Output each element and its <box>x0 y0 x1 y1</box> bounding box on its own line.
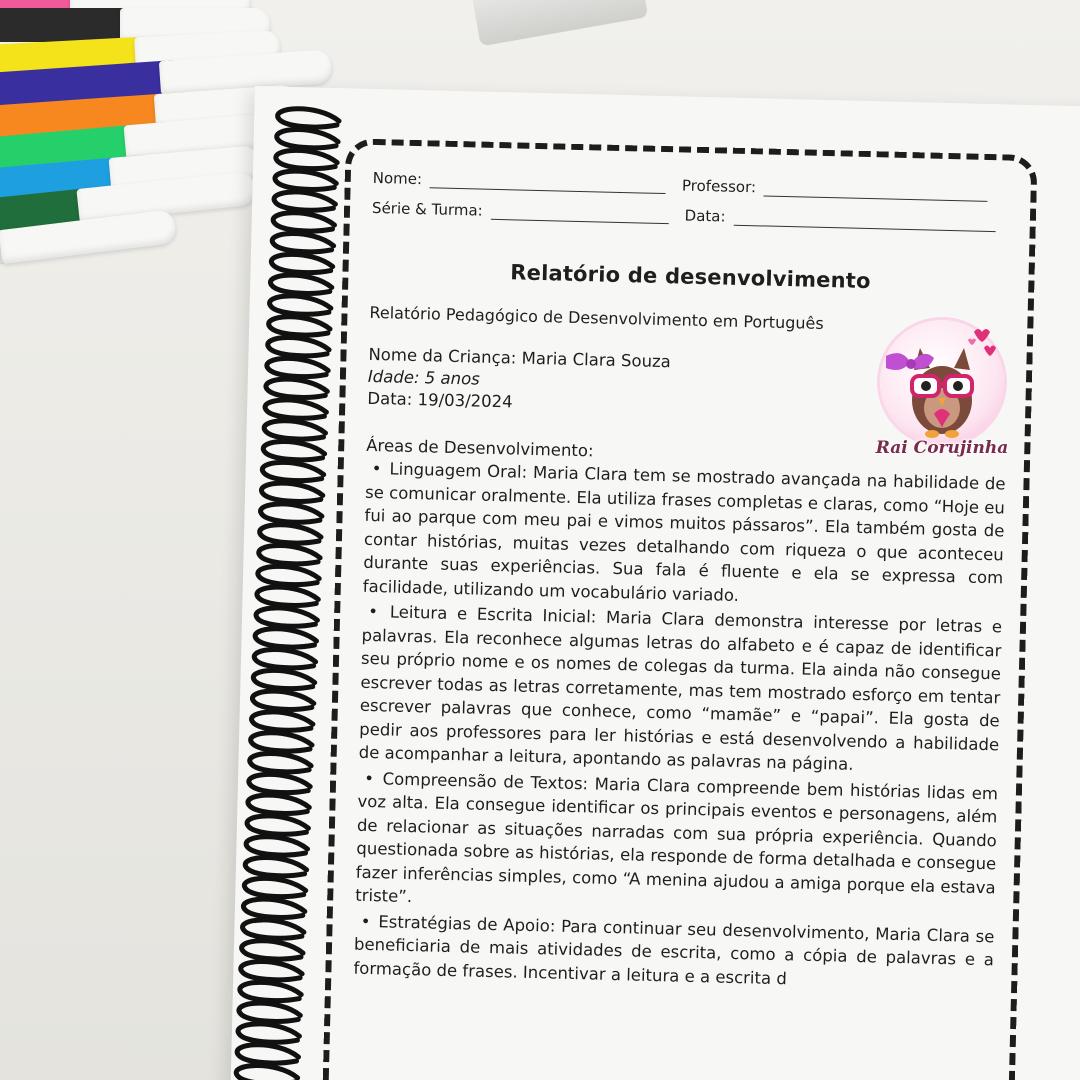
section-comprehension <box>355 766 998 923</box>
spiral-coil <box>247 816 308 834</box>
name-label: Nome: <box>372 168 423 189</box>
spiral-coil <box>244 878 305 896</box>
areas-heading: Áreas de Desenvolvimento: <box>366 435 594 461</box>
class-label: Série & Turma: <box>371 198 483 220</box>
spiral-coil <box>278 109 339 127</box>
worksheet-content <box>353 157 1013 995</box>
date-line <box>733 209 995 232</box>
teacher-label: Professor: <box>681 176 757 197</box>
spiral-coil <box>258 566 319 584</box>
spiral-coil <box>243 920 304 938</box>
spiral-coil <box>263 442 324 460</box>
worksheet-title: Relatório de desenvolvimento <box>510 260 871 294</box>
spiral-coil <box>253 670 314 688</box>
spiral-coil <box>252 691 313 709</box>
bullet: • <box>360 911 371 931</box>
spiral-coil <box>257 587 318 605</box>
spiral-coil <box>259 546 320 564</box>
spiral-coil <box>242 941 303 959</box>
spiral-coil <box>269 317 330 335</box>
spiral-coil <box>264 421 325 439</box>
spiral-coil <box>277 130 338 148</box>
spiral-coil <box>268 338 329 356</box>
spiral-binding <box>215 95 365 1080</box>
spiral-coil <box>272 234 333 252</box>
spiral-coil <box>254 650 315 668</box>
spiral-coil <box>261 483 322 501</box>
spiral-coil <box>255 629 316 647</box>
section-text: Compreensão de Textos: Maria Clara compreende bem histórias lidas em voz alta. Ela consegue identificar os principais eventos e personagens, além de relacionar as situações narradas com sua própria experiência. Quando questionada sobre as histórias, ela responde de forma detalhada e consegue fazer inferências simples, como “A menina ajudou a amiga porque ela estava triste”. <box>355 768 999 907</box>
report-date: Data: 19/03/2024 <box>367 388 513 412</box>
spiral-coil <box>265 400 326 418</box>
date-label: Data: <box>684 206 726 226</box>
spiral-coil <box>274 192 335 210</box>
spiral-coil <box>270 275 331 293</box>
section-reading-writing <box>358 600 1002 780</box>
bullet: • <box>368 601 379 622</box>
bullet: • <box>364 768 375 788</box>
spiral-coil <box>267 358 328 376</box>
spiral-coil <box>249 774 310 792</box>
class-line <box>491 203 669 224</box>
spiral-coil <box>240 982 301 1000</box>
spiral-coil <box>261 504 322 522</box>
spiral-coil <box>248 795 309 813</box>
spiral-coil <box>266 379 327 397</box>
owl-icon <box>872 318 1012 448</box>
spiral-coil <box>238 1024 299 1042</box>
spiral-coil <box>262 462 323 480</box>
spiral-coil <box>252 712 313 730</box>
spiral-coil <box>245 858 306 876</box>
worksheet-subtitle: Relatório Pedagógico de Desenvolvimento em Português <box>369 302 824 333</box>
spiral-coil <box>243 899 304 917</box>
spiral-coil <box>250 754 311 772</box>
logo-name: Rai Corujinha <box>875 438 1009 458</box>
section-text: Estratégias de Apoio: Para continuar seu desenvolvimento, Maria Clara se beneficiaria de mais atividades de escrita, como a cópia de palavras e a formação de frases. Incentivar a leitura e a escrita d <box>353 911 995 988</box>
spiral-coil <box>241 962 302 980</box>
spiral-coil <box>270 296 331 314</box>
spiral-coil <box>276 150 337 168</box>
section-text: Linguagem Oral: Maria Clara tem se mostrado avançada na habilidade de se comunicar oralmente. Ela utiliza frases completas e claras, como “Hoje eu fui ao parque com meu pai e vimos muitos pássaros”. Ela também gosta de contar histórias, muitas vezes detalhando com riqueza o que aconteceu durante suas experiências. Sua fala é fluente e ela se expressa com facilidade, utilizando um vocabulário variado. <box>362 459 1006 605</box>
spiral-coil <box>271 254 332 272</box>
spiral-coil <box>273 213 334 231</box>
spiral-coil <box>260 525 321 543</box>
owl-logo <box>872 318 1012 478</box>
child-name: Nome da Criança: Maria Clara Souza <box>368 344 672 372</box>
spiral-coil <box>251 733 312 751</box>
spiral-coil <box>256 608 317 626</box>
bullet: • <box>371 458 382 479</box>
spiral-coil <box>246 837 307 855</box>
spiral-coil <box>239 1003 300 1021</box>
section-oral-language <box>363 457 1006 614</box>
child-age: Idade: 5 anos <box>367 366 481 389</box>
section-text: Leitura e Escrita Inicial: Maria Clara demonstra interesse por letras e palavras. Ela reconhece algumas letras do alfabeto e é capaz de identificar seu próprio nome e os nomes de colegas da turma. Ela ainda não consegue escrever todas as letras corretamente, mas tem mostrado esforço em tentar escrever palavras que conhece, como “mamãe” e “papai”. Ela gosta de pedir aos professores para ler histórias e está desenvolvendo a habilidade de acompanhar a leitura, apontando as palavras na página. <box>358 602 1003 774</box>
spiral-coil <box>236 1066 297 1080</box>
spiral-coil <box>275 171 336 189</box>
spiral-coil <box>237 1045 298 1063</box>
